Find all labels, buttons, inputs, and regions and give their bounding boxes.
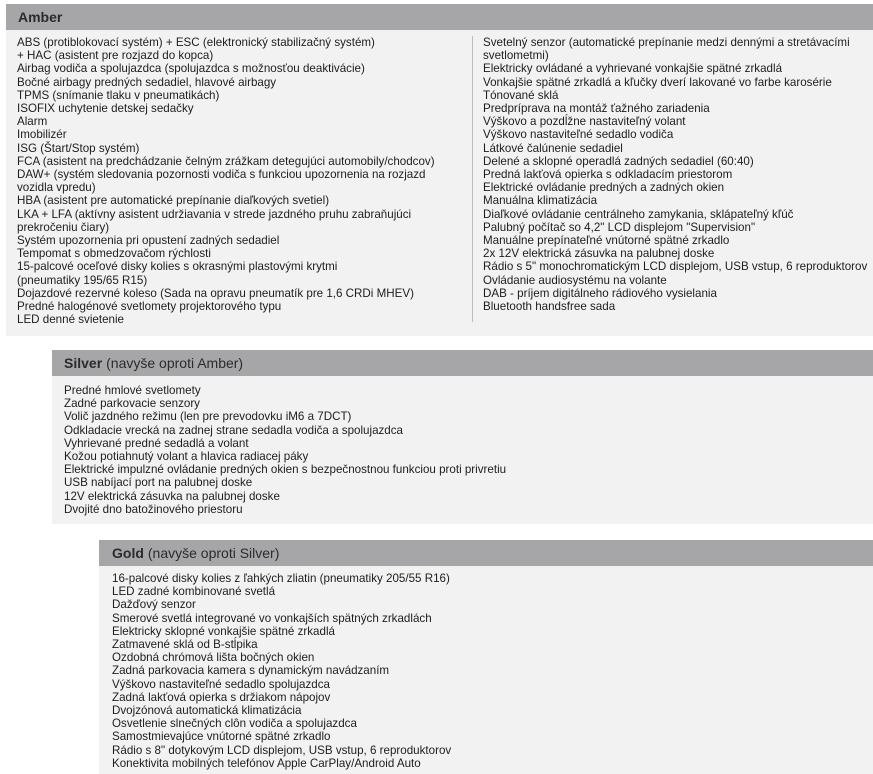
feature-item: ISOFIX uchytenie detskej sedačky <box>17 102 194 116</box>
feature-item: Predná lakťová opierka s odkladacím priestorom <box>483 168 733 182</box>
amber-column-divider <box>472 36 473 322</box>
silver-subtitle: (navyše oproti Amber) <box>106 355 244 371</box>
feature-item: 16-palcové disky kolies z ľahkých zliatin (pneumatiky 205/55 R16) <box>112 572 450 585</box>
feature-item: Výškovo nastaviteľné sedadlo spolujazdca <box>112 677 330 691</box>
feature-item: Výškovo nastaviteľné sedadlo vodiča <box>483 128 674 142</box>
feature-item: Manuálna klimatizácia <box>483 194 598 208</box>
feature-item: Predpríprava na montáž ťažného zariadenia <box>483 102 710 116</box>
feature-item: prekročeniu čiary) <box>17 220 110 234</box>
feature-item: vozidla vpredu) <box>17 181 96 195</box>
amber-right-list <box>483 36 867 313</box>
feature-item: USB nabíjací port na palubnej doske <box>64 476 253 490</box>
feature-item: Zatmavené sklá od B-stĺpika <box>112 638 258 652</box>
feature-item: Bočné airbagy predných sedadiel, hlavové airbagy <box>17 75 277 89</box>
feature-item: Tempomat s obmedzovačom rýchlosti <box>17 247 211 261</box>
feature-item: Ozdobná chrómová lišta bočných okien <box>112 651 315 665</box>
feature-item: Volič jazdného režimu (len pre prevodovku iM6 a 7DCT) <box>64 410 352 424</box>
feature-item: Dojazdové rezervné koleso (Sada na opravu pneumatík pre 1,6 CRDi MHEV) <box>17 286 414 300</box>
gold-subtitle: (navyše oproti Silver) <box>147 545 280 561</box>
feature-item: Zadná lakťová opierka s držiakom nápojov <box>112 690 331 704</box>
gold-list <box>112 572 451 770</box>
feature-item: Zadné parkovacie senzory <box>64 397 200 411</box>
feature-item: Palubný počítač so 4,2" LCD displejom "Supervision" <box>483 220 756 234</box>
feature-item: FCA (asistent na predchádzanie čelným zrážkam detegujúci automobily/chodcov) <box>17 154 435 168</box>
feature-item: svetlometmi) <box>483 49 549 63</box>
feature-item: Zadná parkovacia kamera s dynamickým navádzaním <box>112 664 390 678</box>
feature-item: Predné hmlové svetlomety <box>64 384 201 397</box>
feature-item: Ovládanie audiosystému na volante <box>483 273 667 287</box>
feature-item: Vyhrievané predné sedadlá a volant <box>64 436 249 450</box>
feature-item: Látkové čalúnenie sedadiel <box>483 141 623 155</box>
feature-item: Tónované sklá <box>483 88 559 102</box>
feature-item: Smerové svetlá integrované vo vonkajších spätných zrkadlách <box>112 611 432 625</box>
feature-item: HBA (asistent pre automatické prepínanie diaľkových svetiel) <box>17 194 330 208</box>
feature-item: Predné halogénové svetlomety projektorového typu <box>17 300 282 314</box>
feature-item: DAW+ (systém sledovania pozornosti vodiča s funkciou upozornenia na rozjazd <box>17 168 426 182</box>
feature-item: ISG (Štart/Stop systém) <box>17 141 140 155</box>
feature-item: Elektricky sklopné vonkajšie spätné zrkadlá <box>112 624 335 638</box>
feature-item: LED denné svietenie <box>17 313 124 327</box>
feature-item: (pneumatiky 195/65 R15) <box>17 273 148 287</box>
feature-item: Odkladacie vrecká na zadnej strane sedadla vodiča a spolujazdca <box>64 423 404 437</box>
feature-item: Rádio s 8" dotykovým LCD displejom, USB vstup, 6 reproduktorov <box>112 743 452 757</box>
feature-item: Airbag vodiča a spolujazdca (spolujazdca s možnosťou deaktivácie) <box>17 62 365 76</box>
silver-header <box>52 350 873 376</box>
amber-header <box>6 4 873 30</box>
feature-item: LKA + LFA (aktívny asistent udržiavania v strede jazdného pruhu zabraňujúci <box>17 207 412 221</box>
feature-item: Dvojzónová automatická klimatizácia <box>112 704 302 718</box>
feature-item: Bluetooth handsfree sada <box>483 300 616 314</box>
feature-item: Svetelný senzor (automatické prepínanie medzi dennými a stretávacími <box>483 36 850 49</box>
amber-title: Amber <box>18 9 63 25</box>
feature-item: Imobilizér <box>17 128 67 142</box>
amber-left-list <box>17 36 435 326</box>
feature-item: Dvojité dno batožinového priestoru <box>64 502 243 516</box>
feature-item: Systém upozornenia pri opustení zadných sedadiel <box>17 234 280 248</box>
silver-title: Silver <box>64 355 103 371</box>
feature-item: Elektricky ovládané a vyhrievané vonkajšie spätné zrkadlá <box>483 62 783 76</box>
feature-item: Konektivita mobilných telefónov Apple CarPlay/Android Auto <box>112 756 421 770</box>
feature-item: Diaľkové ovládanie centrálneho zamykania, sklápateľný kľúč <box>483 207 794 221</box>
feature-item: 15-palcové oceľové disky kolies s okrasnými plastovými krytmi <box>17 260 338 274</box>
feature-item: DAB - príjem digitálneho rádiového vysielania <box>483 286 717 300</box>
feature-item: ABS (protiblokovací systém) + ESC (elektronický stabilizačný systém) <box>17 36 375 49</box>
feature-item: Manuálne prepínateľné vnútorné spätné zrkadlo <box>483 234 730 248</box>
silver-list <box>64 384 506 516</box>
feature-item: Elektrické impulzné ovládanie predných okien s bezpečnostnou funkciou proti privretiu <box>64 463 507 477</box>
feature-item: + HAC (asistent pre rozjazd do kopca) <box>17 49 214 63</box>
feature-item: LED zadné kombinované svetlá <box>112 585 276 599</box>
feature-item: Dažďový senzor <box>112 598 196 612</box>
feature-item: 12V elektrická zásuvka na palubnej doske <box>64 489 280 503</box>
feature-item: Kožou potiahnutý volant a hlavica radiacej páky <box>64 450 309 464</box>
feature-item: Delené a sklopné operadlá zadných sedadiel (60:40) <box>483 154 754 168</box>
gold-title: Gold <box>112 545 144 561</box>
feature-item: 2x 12V elektrická zásuvka na palubnej doske <box>483 247 715 261</box>
feature-item: Výškovo a pozdĺžne nastaviteľný volant <box>483 115 686 129</box>
feature-item: Alarm <box>17 115 48 129</box>
feature-item: TPMS (snímanie tlaku v pneumatikách) <box>17 88 220 102</box>
gold-header <box>99 540 873 566</box>
feature-item: Rádio s 5" monochromatickým LCD displejom, USB vstup, 6 reproduktorov <box>483 260 868 274</box>
feature-item: Vonkajšie spätné zrkadlá a kľučky dverí lakované vo farbe karosérie <box>483 75 832 89</box>
feature-item: Osvetlenie slnečných clôn vodiča a spolujazdca <box>112 717 357 731</box>
feature-item: Elektrické ovládanie predných a zadných okien <box>483 181 725 195</box>
feature-item: Samostmievajúce vnútorné spätné zrkadlo <box>112 730 331 744</box>
